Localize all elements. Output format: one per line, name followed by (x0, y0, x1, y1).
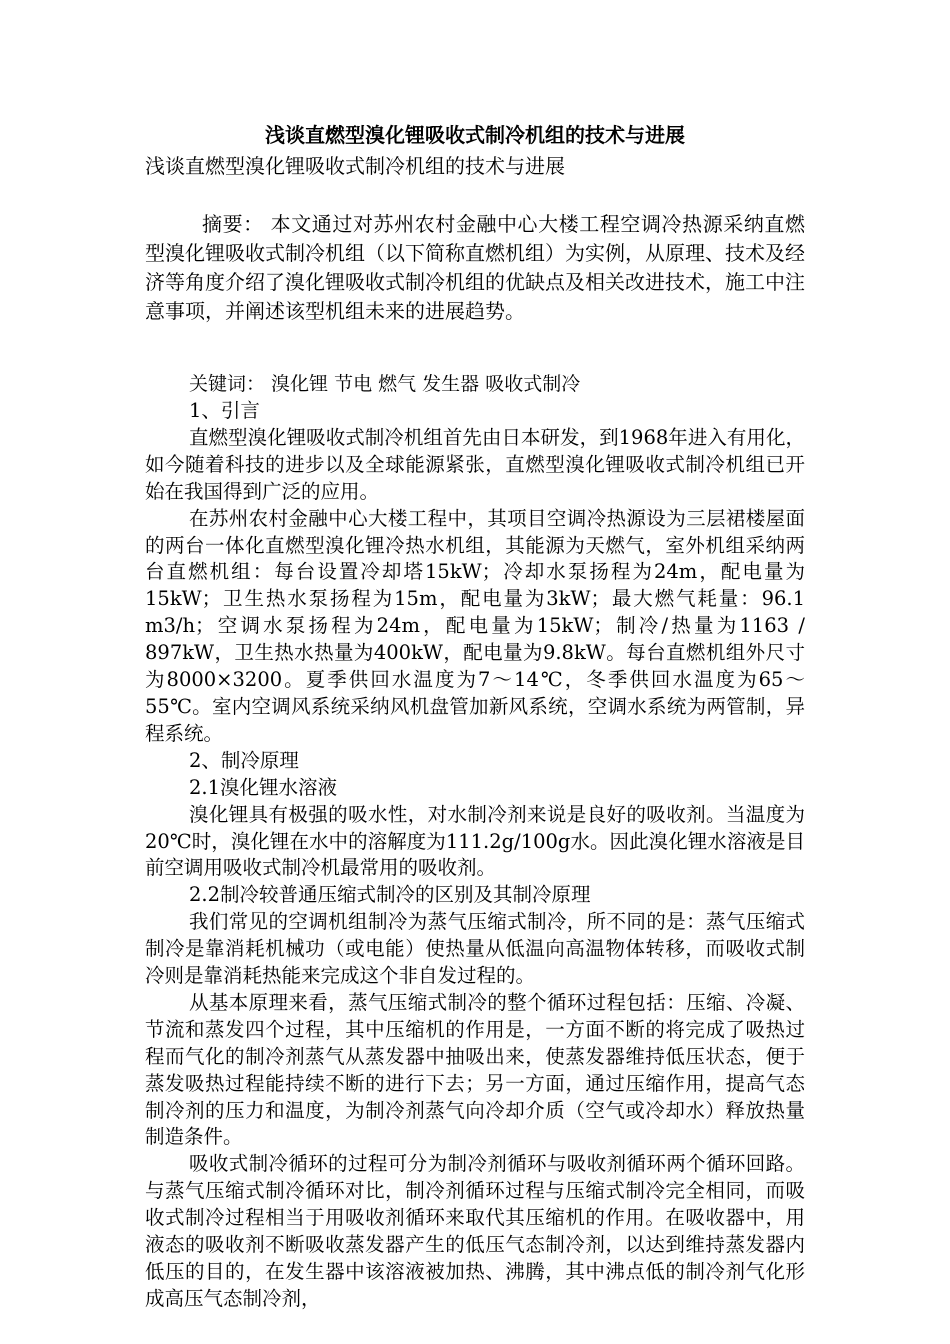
body-paragraph: 直燃型溴化锂吸收式制冷机组首先由日本研发，到1968年进入有用化，如今随着科技的进步以及全球能源紧张，直燃型溴化锂吸收式制冷机组已开始在我国得到广泛的应用。 (145, 425, 805, 503)
body-paragraph: 我们常见的空调机组制冷为蒸气压缩式制冷，所不同的是：蒸气压缩式制冷是靠消耗机械功（或电能）使热量从低温向高温物体转移，而吸收式制冷则是靠消耗热能来完成这个非自发过程的。 (145, 910, 805, 988)
body-paragraph: 吸收式制冷循环的过程可分为制冷剂循环与吸收剂循环两个循环回路。与蒸气压缩式制冷循环对比，制冷剂循环过程与压缩式制冷完全相同，而吸收式制冷过程相当于用吸收剂循环来取代其压缩机的作用。在吸收器中，用液态的吸收剂不断吸收蒸发器产生的低压气态制冷剂，以达到维持蒸发器内低压的目的，在发生器中该溶液被加热、沸腾，其中沸点低的制冷剂气化形成高压气态制冷剂， (145, 1152, 805, 1310)
body-paragraph: 溴化锂具有极强的吸水性，对水制冷剂来说是良好的吸收剂。当温度为20℃时，溴化锂在水中的溶解度为111.2g/100g水。因此溴化锂水溶液是目前空调用吸收式制冷机最常用的吸收剂。 (145, 802, 805, 880)
keywords-line: 关键词： 溴化锂 节电 燃气 发生器 吸收式制冷 (189, 373, 581, 395)
document-page (145, 118, 805, 1313)
subsection-heading: 2.1溴化锂水溶液 (189, 775, 338, 799)
document-title: 浅谈直燃型溴化锂吸收式制冷机组的技术与进展 (265, 123, 685, 147)
abstract-paragraph: 摘要： 本文通过对苏州农村金融中心大楼工程空调冷热源采纳直燃型溴化锂吸收式制冷机组（以下简称直燃机组）为实例，从原理、技术及经济等角度介绍了溴化锂吸收式制冷机组的优缺点及相关改进技术，施工中注意事项，并阐述该型机组未来的进展趋势。 (145, 212, 805, 323)
body-paragraph: 在苏州农村金融中心大楼工程中，其项目空调冷热源设为三层裙楼屋面的两台一体化直燃型溴化锂冷热水机组，其能源为天燃气，室外机组采纳两台直燃机组：每台设置冷却塔15kW；冷却水泵扬程为24m，配电量为15kW；卫生热水泵扬程为15m，配电量为3kW；最大燃气耗量：96.1 m3/h；空调水泵扬程为24m，配电量为15kW；制冷/热量为1163 / 897kW，卫生热水热量为400kW，配电量为9.8kW。每台直燃机组外尺寸为8000×3200。夏季供回水温度为7～14℃，冬季供回水温度为65～55℃。室内空调风系统采纳风机盘管加新风系统，空调水系统为两管制，异程系统。 (145, 506, 805, 745)
section-heading: 2、制冷原理 (189, 748, 299, 772)
subsection-heading: 2.2制冷较普通压缩式制冷的区别及其制冷原理 (189, 883, 591, 907)
body-paragraph: 从基本原理来看，蒸气压缩式制冷的整个循环过程包括：压缩、冷凝、节流和蒸发四个过程，其中压缩机的作用是，一方面不断的将完成了吸热过程而气化的制冷剂蒸气从蒸发器中抽吸出来，使蒸发器维持低压状态，便于蒸发吸热过程能持续不断的进行下去；另一方面，通过压缩作用，提高气态制冷剂的压力和温度，为制冷剂蒸气向冷却介质（空气或冷却水）释放热量制造条件。 (145, 990, 805, 1149)
section-heading: 1、引言 (189, 399, 260, 422)
document-subtitle: 浅谈直燃型溴化锂吸收式制冷机组的技术与进展 (145, 154, 565, 178)
